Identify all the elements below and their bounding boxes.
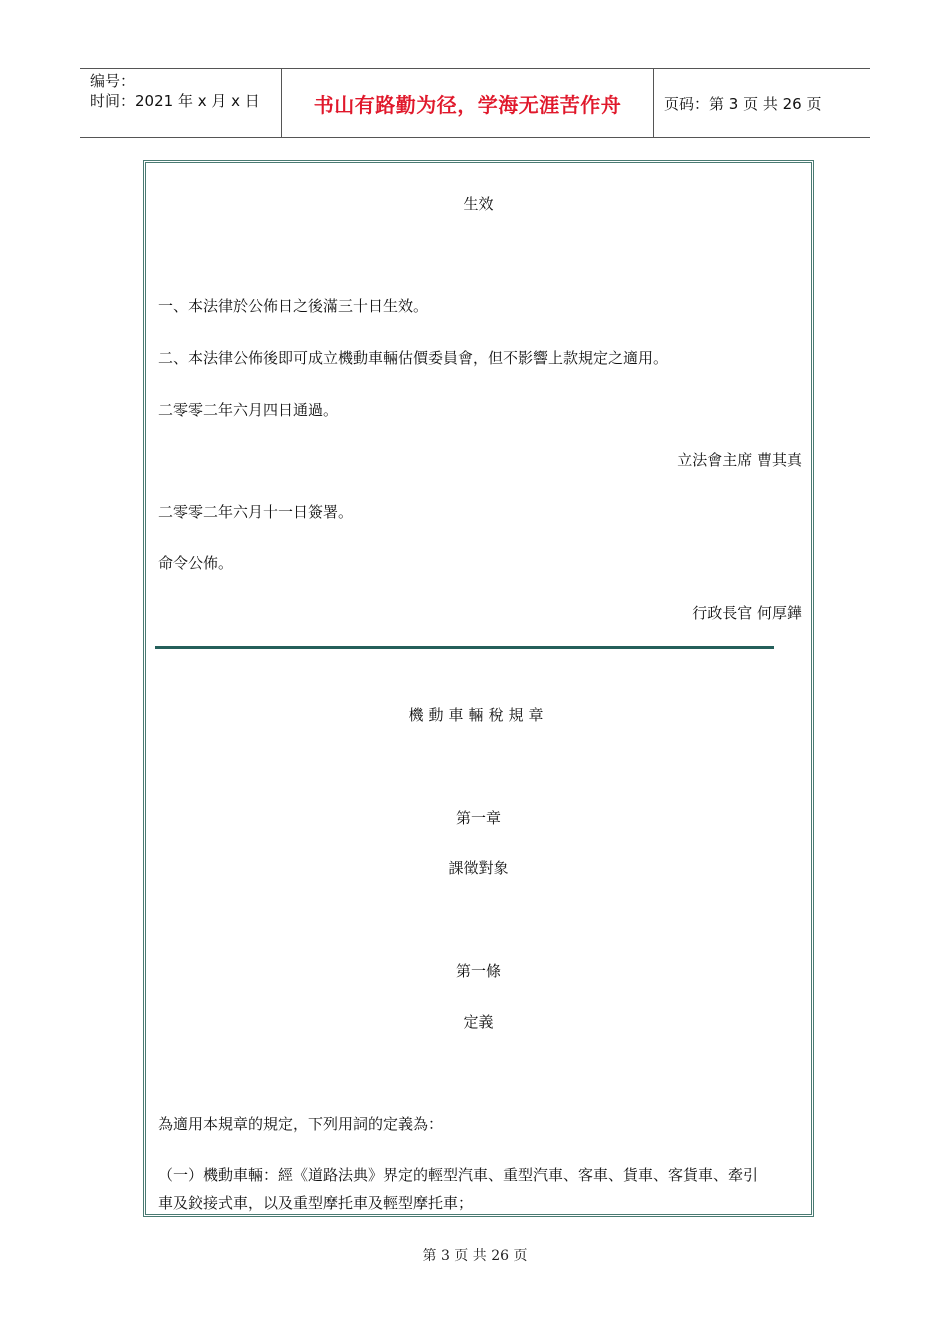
header-page-info: [654, 69, 870, 137]
document-frame: [143, 160, 814, 1217]
header-motto-cell: [282, 69, 654, 137]
chapter-number: 第一章: [455, 809, 501, 827]
section-divider: [155, 646, 774, 649]
clause-2: 二、本法律公佈後即可成立機動車輛估價委員會，但不影響上款規定之適用。: [158, 349, 669, 367]
clause-1: 一、本法律於公佈日之後滿三十日生效。: [158, 297, 429, 315]
signed-date: 二零零二年六月十一日簽署。: [158, 503, 354, 521]
motto: 书山有路勤为径，学海无涯苦作舟: [313, 92, 622, 117]
number-label: 编号：: [90, 72, 136, 90]
header-meta: [80, 69, 282, 137]
page-footer: 第 3 页 共 26 页: [422, 1248, 528, 1264]
definition-intro: 為適用本規章的規定，下列用詞的定義為：: [158, 1115, 444, 1133]
signature-chief-executive: 行政長官 何厚鏵: [692, 604, 802, 622]
regulation-title: 機動車輛稅規章: [408, 706, 549, 724]
definition-item-1-cont: 車及鉸接式車，以及重型摩托車及輕型摩托車；: [158, 1194, 474, 1212]
signature-president: 立法會主席 曹其真: [677, 451, 802, 469]
definition-item-1: （一）機動車輛：經《道路法典》界定的輕型汽車、重型汽車、客車、貨車、客貨車、牽引: [158, 1166, 759, 1184]
section-heading: 生效: [463, 195, 494, 213]
chapter-title: 課徵對象: [448, 859, 509, 877]
article-number: 第一條: [455, 962, 501, 980]
article-title: 定義: [463, 1013, 494, 1031]
passed-date: 二零零二年六月四日通過。: [158, 401, 339, 419]
page-header: [80, 68, 870, 138]
date-label: 时间：2021 年 x 月 x 日: [90, 92, 260, 110]
page-info: 页码：第 3 页 共 26 页: [664, 94, 822, 113]
promulgation-order: 命令公佈。: [158, 554, 234, 572]
